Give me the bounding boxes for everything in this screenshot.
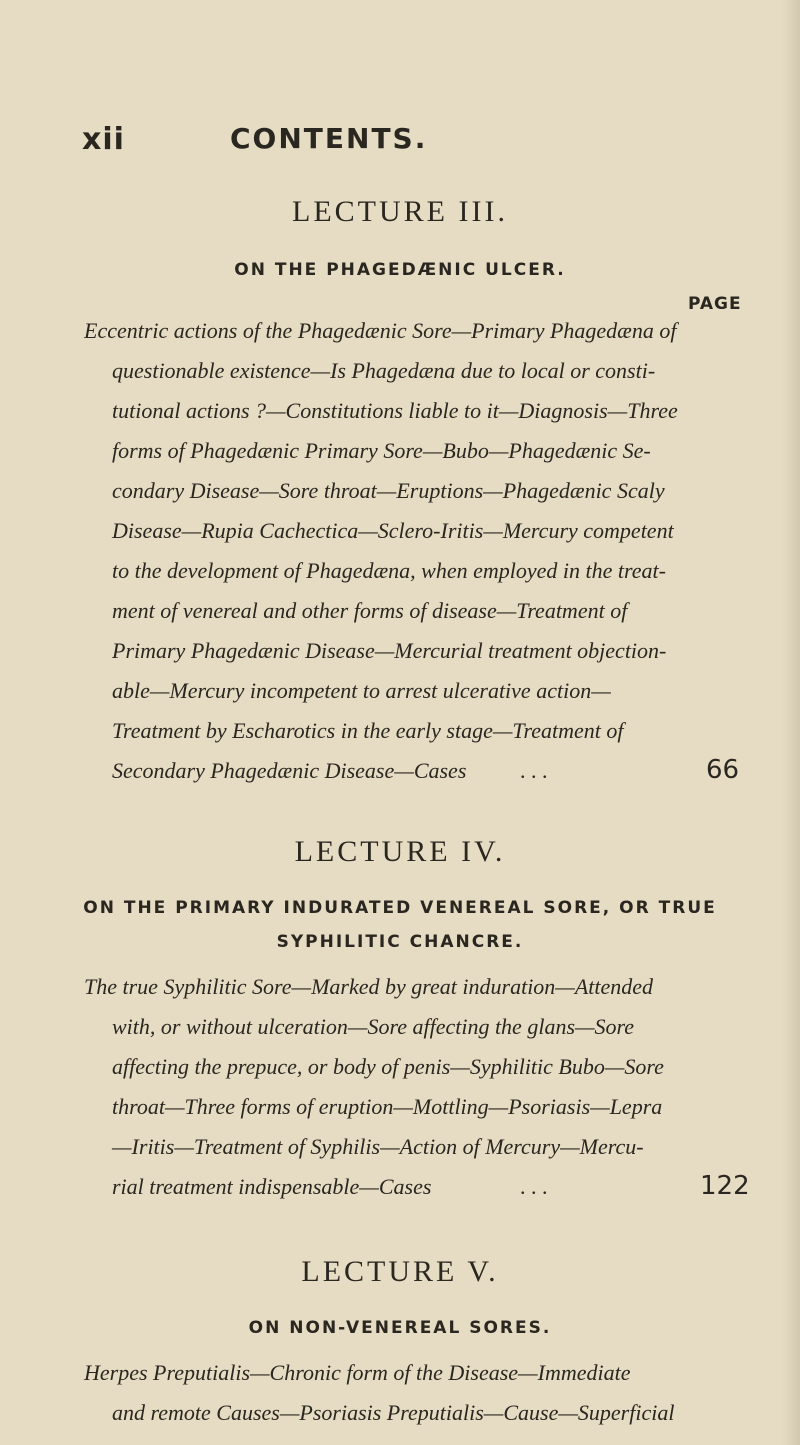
entry-line: forms of Phagedænic Primary Sore—Bubo—Phagedænic Se- <box>112 438 651 463</box>
entry-line: able—Mercury incompetent to arrest ulcerative action— <box>112 678 611 703</box>
lecture-title: LECTURE IV. <box>294 835 506 868</box>
dot-leader: . . . <box>520 1174 548 1199</box>
entry-line: tutional actions ?—Constitutions liable to it—Diagnosis—Three <box>112 398 678 423</box>
entry-line: Treatment by Escharotics in the early stage—Treatment of <box>112 718 624 743</box>
entry-line: —Iritis—Treatment of Syphilis—Action of Mercury—Mercu- <box>112 1134 644 1159</box>
page-column-label: PAGE <box>688 294 742 314</box>
entry-line: rial treatment indispensable—Cases <box>112 1174 432 1199</box>
lecture-subtitle: ON THE PRIMARY INDURATED VENEREAL SORE, OR TRUE <box>83 898 717 918</box>
entry-line: The true Syphilitic Sore—Marked by great induration—Attended <box>84 974 654 999</box>
entry-line: to the development of Phagedæna, when employed in the treat- <box>112 558 666 583</box>
dot-leader: . . . <box>520 758 548 783</box>
entry-line: ment of venereal and other forms of disease—Treatment of <box>112 598 628 623</box>
entry-line: Primary Phagedænic Disease—Mercurial treatment objection- <box>112 638 667 663</box>
entry-line: and remote Causes—Psoriasis Preputialis—Cause—Superficial <box>112 1400 675 1425</box>
entry-line: affecting the prepuce, or body of penis—Syphilitic Bubo—Sore <box>112 1054 664 1079</box>
lecture-subtitle: ON NON-VENEREAL SORES. <box>248 1318 552 1338</box>
lecture-title: LECTURE V. <box>301 1255 499 1288</box>
entry-line: Secondary Phagedænic Disease—Cases <box>112 758 467 783</box>
entry-line: condary Disease—Sore throat—Eruptions—Phagedænic Scaly <box>112 478 665 503</box>
lecture-title: LECTURE III. <box>292 195 508 228</box>
entry-page-number: 122 <box>700 1171 750 1201</box>
lecture-subtitle: SYPHILITIC CHANCRE. <box>276 932 524 952</box>
lecture-subtitle: ON THE PHAGEDÆNIC ULCER. <box>234 260 566 280</box>
running-title: CONTENTS. <box>230 122 428 155</box>
entry-line: throat—Three forms of eruption—Mottling—Psoriasis—Lepra <box>112 1094 663 1119</box>
entry-line: Disease—Rupia Cachectica—Sclero-Iritis—Mercury competent <box>112 518 674 543</box>
entry-line: with, or without ulceration—Sore affecting the glans—Sore <box>112 1014 635 1039</box>
entry-line: Eccentric actions of the Phagedænic Sore—Primary Phagedæna of <box>84 318 677 343</box>
entry-line: questionable existence—Is Phagedæna due to local or consti- <box>112 358 656 383</box>
page-number: xii <box>82 122 125 157</box>
entry-line: Herpes Preputialis—Chronic form of the Disease—Immediate <box>84 1360 631 1385</box>
entry-page-number: 66 <box>706 755 740 785</box>
